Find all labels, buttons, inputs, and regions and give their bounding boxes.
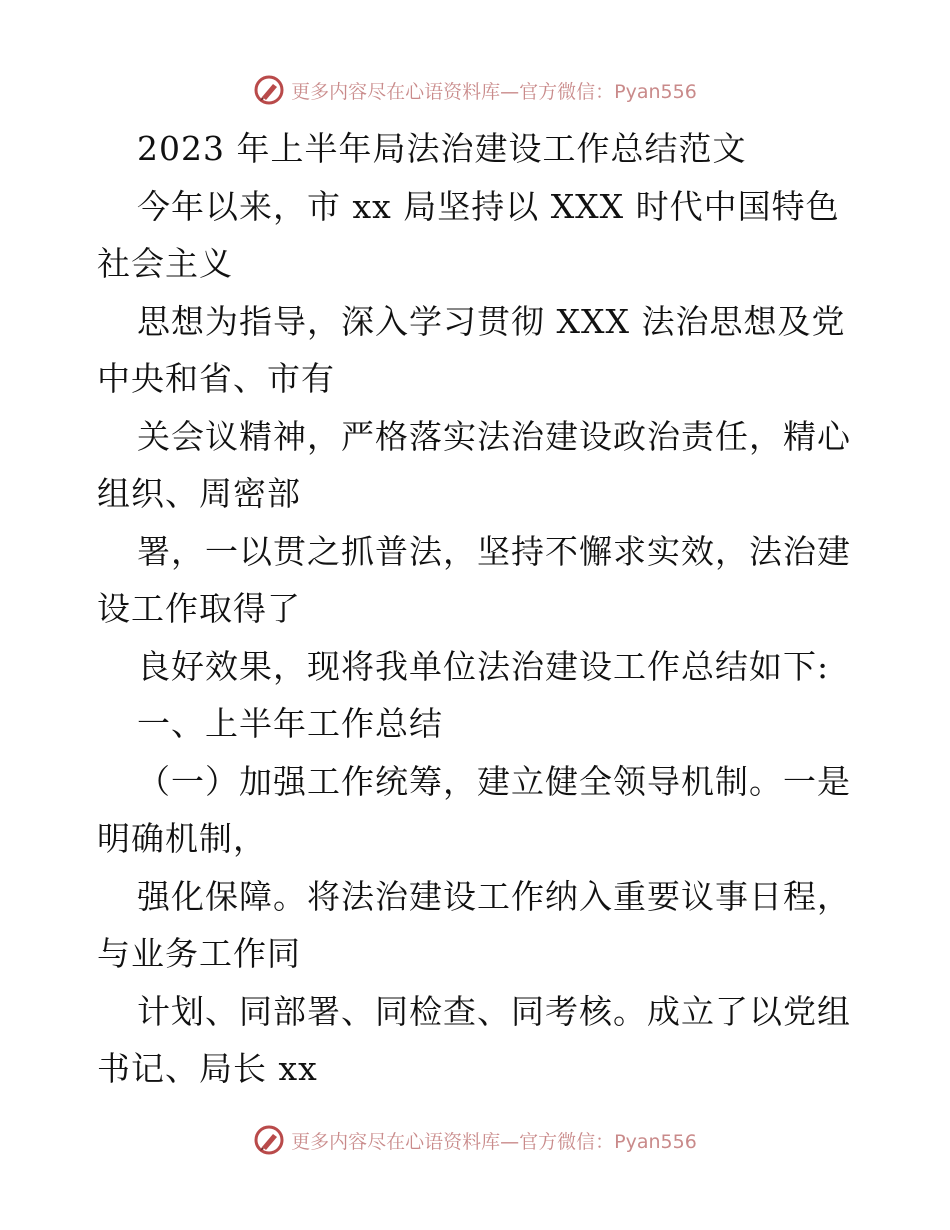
watermark-text: 更多内容尽在心语资料库—官方微信：Pyan556 — [291, 80, 697, 103]
watermark-text: 更多内容尽在心语资料库—官方微信：Pyan556 — [291, 1130, 697, 1153]
paragraph-line: 设工作取得了 — [97, 589, 301, 628]
footer-watermark — [0, 1120, 950, 1160]
subsection-heading: （一）加强工作统筹，建立健全领导机制。一是 — [137, 761, 851, 801]
section-heading: 一、上半年工作总结 — [137, 704, 443, 743]
paragraph-line: 明确机制， — [97, 819, 267, 858]
paragraph-line: 思想为指导，深入学习贯彻 XXX 法治思想及党 — [137, 301, 846, 341]
paragraph-line: 组织、周密部 — [97, 474, 301, 513]
paragraph-line: 良好效果，现将我单位法治建设工作总结如下: — [137, 646, 830, 686]
pen-logo-icon — [253, 74, 285, 106]
paragraph-line: 书记、局长 xx — [97, 1049, 318, 1088]
paragraph-line: 强化保障。将法治建设工作纳入重要议事日程， — [137, 876, 851, 916]
document-title: 2023 年上半年局法治建设工作总结范文 — [137, 129, 747, 168]
paragraph-line: 今年以来，市 xx 局坚持以 XXX 时代中国特色 — [137, 186, 840, 226]
pen-logo-icon — [253, 1124, 285, 1156]
paragraph-line: 关会议精神，严格落实法治建设政治责任，精心 — [137, 416, 851, 456]
header-watermark — [0, 70, 950, 110]
paragraph-line: 中央和省、市有 — [97, 359, 335, 398]
document-body — [97, 120, 857, 1098]
paragraph-line: 社会主义 — [97, 244, 233, 283]
paragraph-line: 计划、同部署、同检查、同考核。成立了以党组 — [137, 991, 851, 1031]
paragraph-line: 与业务工作同 — [97, 934, 301, 973]
paragraph-line: 署，一以贯之抓普法，坚持不懈求实效，法治建 — [137, 531, 851, 571]
